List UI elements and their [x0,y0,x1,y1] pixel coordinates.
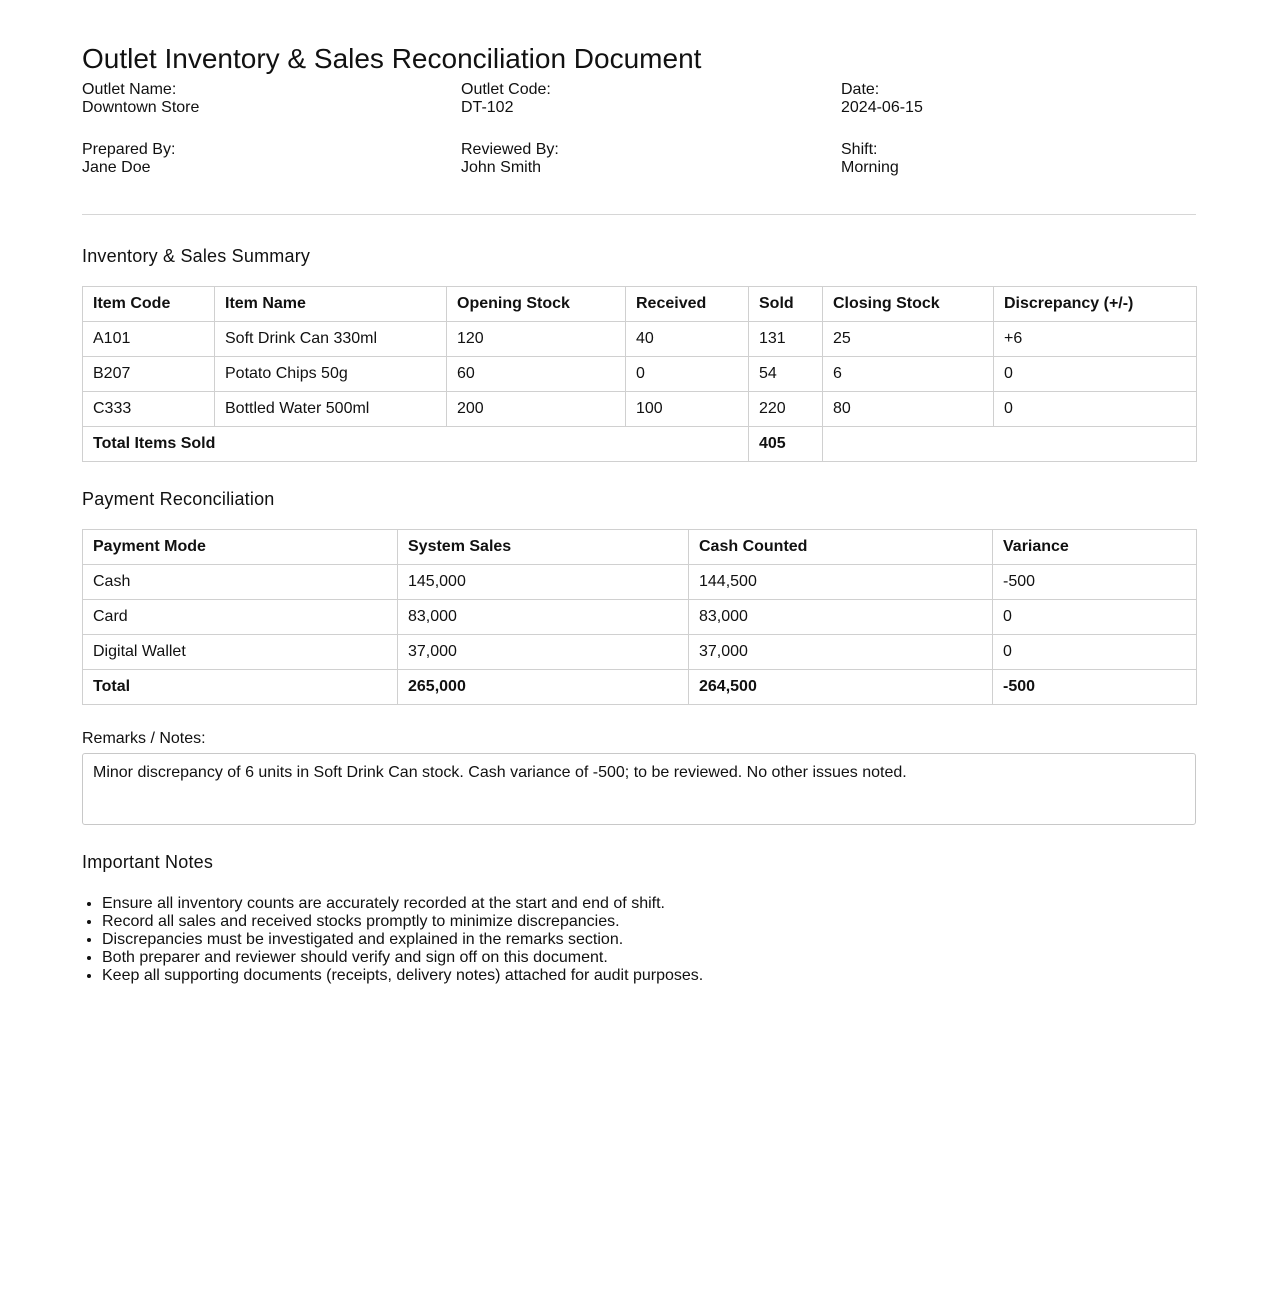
table-row [83,392,1197,427]
meta-value: Morning [841,159,899,176]
table-cell: 0 [993,600,1197,635]
meta-outlet-name [82,81,199,117]
remarks-label: Remarks / Notes: [82,730,206,747]
table-cell: 25 [823,322,994,357]
column-header: System Sales [398,530,689,565]
meta-reviewed-by [461,141,559,177]
table-cell: C333 [83,392,215,427]
inventory-section-title: Inventory & Sales Summary [82,246,311,266]
table-cell: +6 [994,322,1197,357]
meta-label: Reviewed By: [461,141,559,158]
list-item: • Discrepancies must be investigated and explained in the remarks section. [102,931,703,949]
column-header: Sold [749,287,823,322]
table-cell: 60 [447,357,626,392]
column-header: Closing Stock [823,287,994,322]
table-cell: Cash [83,565,398,600]
table-row [83,600,1197,635]
table-cell: 145,000 [398,565,689,600]
table-cell: 6 [823,357,994,392]
table-cell: 54 [749,357,823,392]
column-header: Payment Mode [83,530,398,565]
meta-label: Outlet Name: [82,81,177,98]
inventory-table [82,286,1197,462]
table-row [83,565,1197,600]
inventory-total-row [83,427,1197,462]
total-value: 265,000 [398,670,689,705]
column-header: Item Code [83,287,215,322]
meta-shift [841,141,899,177]
table-cell: Digital Wallet [83,635,398,670]
column-header: Received [626,287,749,322]
table-cell: 131 [749,322,823,357]
table-row [83,322,1197,357]
column-header: Opening Stock [447,287,626,322]
table-cell: 100 [626,392,749,427]
payment-total-row [83,670,1197,705]
table-cell: 0 [993,635,1197,670]
table-cell: 40 [626,322,749,357]
table-cell: Bottled Water 500ml [215,392,447,427]
meta-date [841,81,923,117]
table-cell: 37,000 [398,635,689,670]
table-cell: 200 [447,392,626,427]
table-cell: Card [83,600,398,635]
table-cell: 144,500 [689,565,993,600]
meta-outlet-code [461,81,551,117]
important-notes-list [82,895,703,985]
important-notes-title: Important Notes [82,852,214,872]
payment-table [82,529,1197,705]
table-cell: A101 [83,322,215,357]
inventory-header-row [83,287,1197,322]
meta-value: Downtown Store [82,99,200,116]
table-cell: B207 [83,357,215,392]
total-label: Total [83,670,398,705]
header-divider [82,214,1196,215]
column-header: Variance [993,530,1197,565]
table-cell: 0 [626,357,749,392]
table-cell: 0 [994,392,1197,427]
table-row [83,357,1197,392]
list-item: • Ensure all inventory counts are accurately recorded at the start and end of shift. [102,895,703,913]
table-cell: 37,000 [689,635,993,670]
total-label: Total Items Sold [83,427,749,462]
table-cell: 80 [823,392,994,427]
meta-value: Jane Doe [82,159,151,176]
column-header: Item Name [215,287,447,322]
meta-value: DT-102 [461,99,514,116]
meta-label: Prepared By: [82,141,176,158]
table-cell: 83,000 [689,600,993,635]
meta-label: Shift: [841,141,878,158]
meta-value: John Smith [461,159,542,176]
table-cell: 0 [994,357,1197,392]
table-cell: -500 [993,565,1197,600]
payment-section-title: Payment Reconciliation [82,489,275,509]
table-cell: Potato Chips 50g [215,357,447,392]
document-title: Outlet Inventory & Sales Reconciliation Document [82,43,702,74]
total-value: -500 [993,670,1197,705]
table-row [83,635,1197,670]
table-cell: 120 [447,322,626,357]
column-header: Discrepancy (+/-) [994,287,1197,322]
total-value: 264,500 [689,670,993,705]
remarks-textbox[interactable]: Minor discrepancy of 6 units in Soft Drink Can stock. Cash variance of -500; to be reviewed. No other issues noted. [82,753,1196,825]
meta-prepared-by [82,141,175,177]
list-item: • Record all sales and received stocks promptly to minimize discrepancies. [102,913,703,931]
table-cell: 220 [749,392,823,427]
list-item: • Both preparer and reviewer should verify and sign off on this document. [102,949,703,967]
table-cell: 83,000 [398,600,689,635]
column-header: Cash Counted [689,530,993,565]
total-value: 405 [749,427,823,462]
meta-value: 2024-06-15 [841,99,923,116]
meta-label: Outlet Code: [461,81,551,98]
meta-label: Date: [841,81,880,98]
table-cell-empty [823,427,1197,462]
table-cell: Soft Drink Can 330ml [215,322,447,357]
payment-header-row [83,530,1197,565]
list-item: • Keep all supporting documents (receipts, delivery notes) attached for audit purposes. [102,967,703,985]
